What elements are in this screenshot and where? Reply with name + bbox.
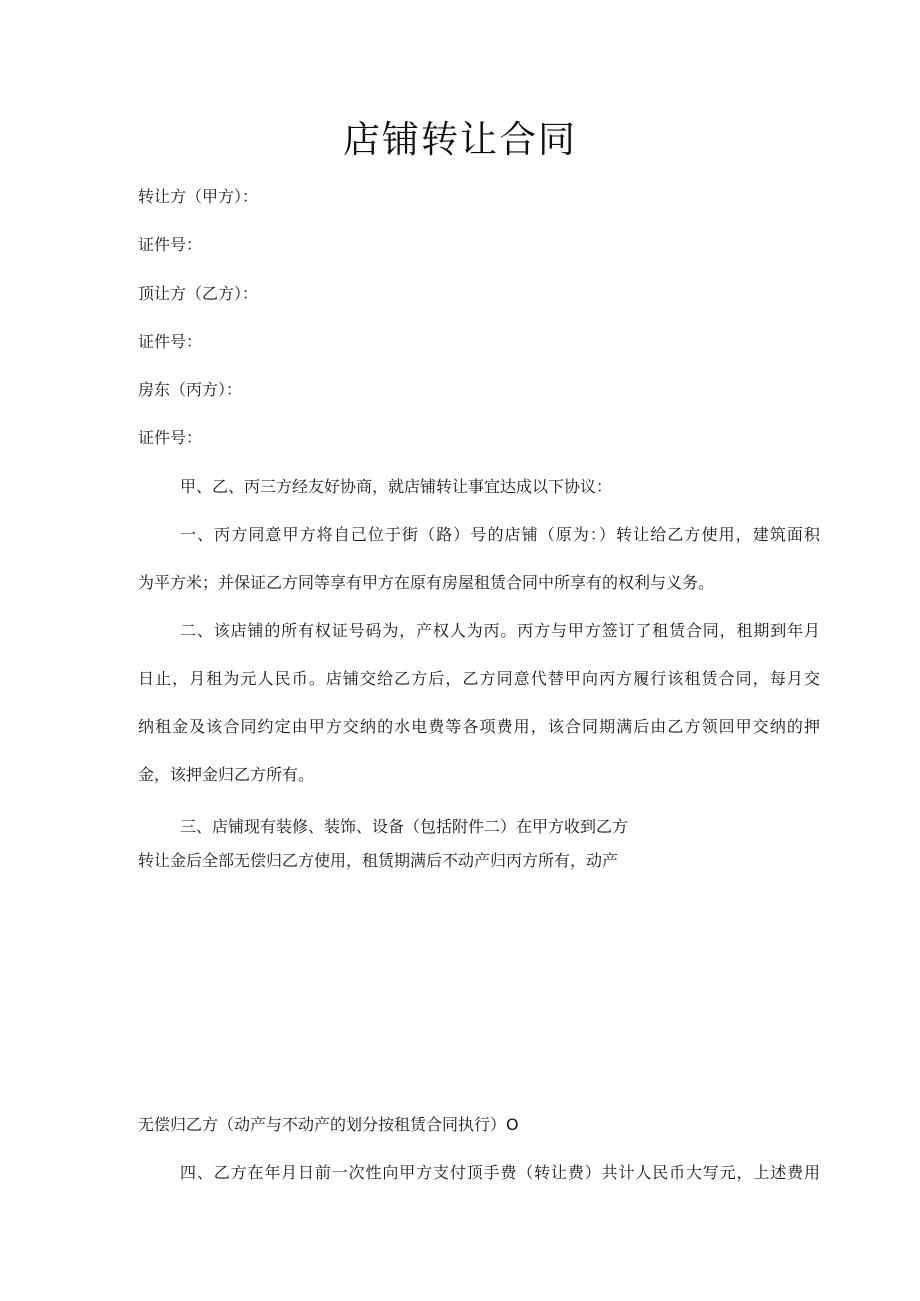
clause3-line1: 三、店铺现有装修、装饰、设备（包括附件二）在甲方收到乙方: [180, 817, 629, 836]
clause1-line1: 一、丙方同意甲方将自己位于街（路）号的店铺（原为：）转让给乙方使用，建筑面积: [180, 525, 820, 544]
document-title: 店铺转让合同: [343, 118, 577, 161]
landlord-label: 房东（丙方）：: [138, 380, 243, 399]
transferee-id-label: 证件号：: [138, 332, 203, 351]
landlord-id-label: 证件号：: [138, 428, 203, 447]
transferor-label: 转让方（甲方）：: [138, 187, 259, 206]
clause3-line2: 转让金后全部无偿归乙方使用，租赁期满后不动产归丙方所有，动产: [138, 851, 619, 870]
clause3-line3: 无偿归乙方（动产与不动产的划分按租赁合同执行）O: [138, 1115, 519, 1134]
preamble: 甲、乙、丙三方经友好协商，就店铺转让事宜达成以下协议：: [180, 477, 613, 496]
clause4-line1: 四、乙方在年月日前一次性向甲方支付顶手费（转让费）共计人民币大写元，上述费用: [180, 1163, 820, 1182]
transferor-id-label: 证件号：: [138, 235, 203, 254]
clause2-line1: 二、该店铺的所有权证号码为，产权人为丙。丙方与甲方签订了租赁合同，租期到年月: [180, 621, 820, 640]
transferee-label: 顶让方（乙方）：: [138, 284, 259, 303]
clause2-line3: 纳租金及该合同约定由甲方交纳的水电费等各项费用，该合同期满后由乙方领回甲交纳的押: [138, 717, 820, 736]
clause2-line4: 金，该押金归乙方所有。: [138, 765, 315, 784]
clause2-line2: 日止，月租为元人民币。店铺交给乙方后，乙方同意代替甲向丙方履行该租赁合同，每月交: [138, 669, 820, 688]
clause1-line2: 为平方米；并保证乙方同等享有甲方在原有房屋租赁合同中所享有的权利与义务。: [138, 573, 715, 592]
